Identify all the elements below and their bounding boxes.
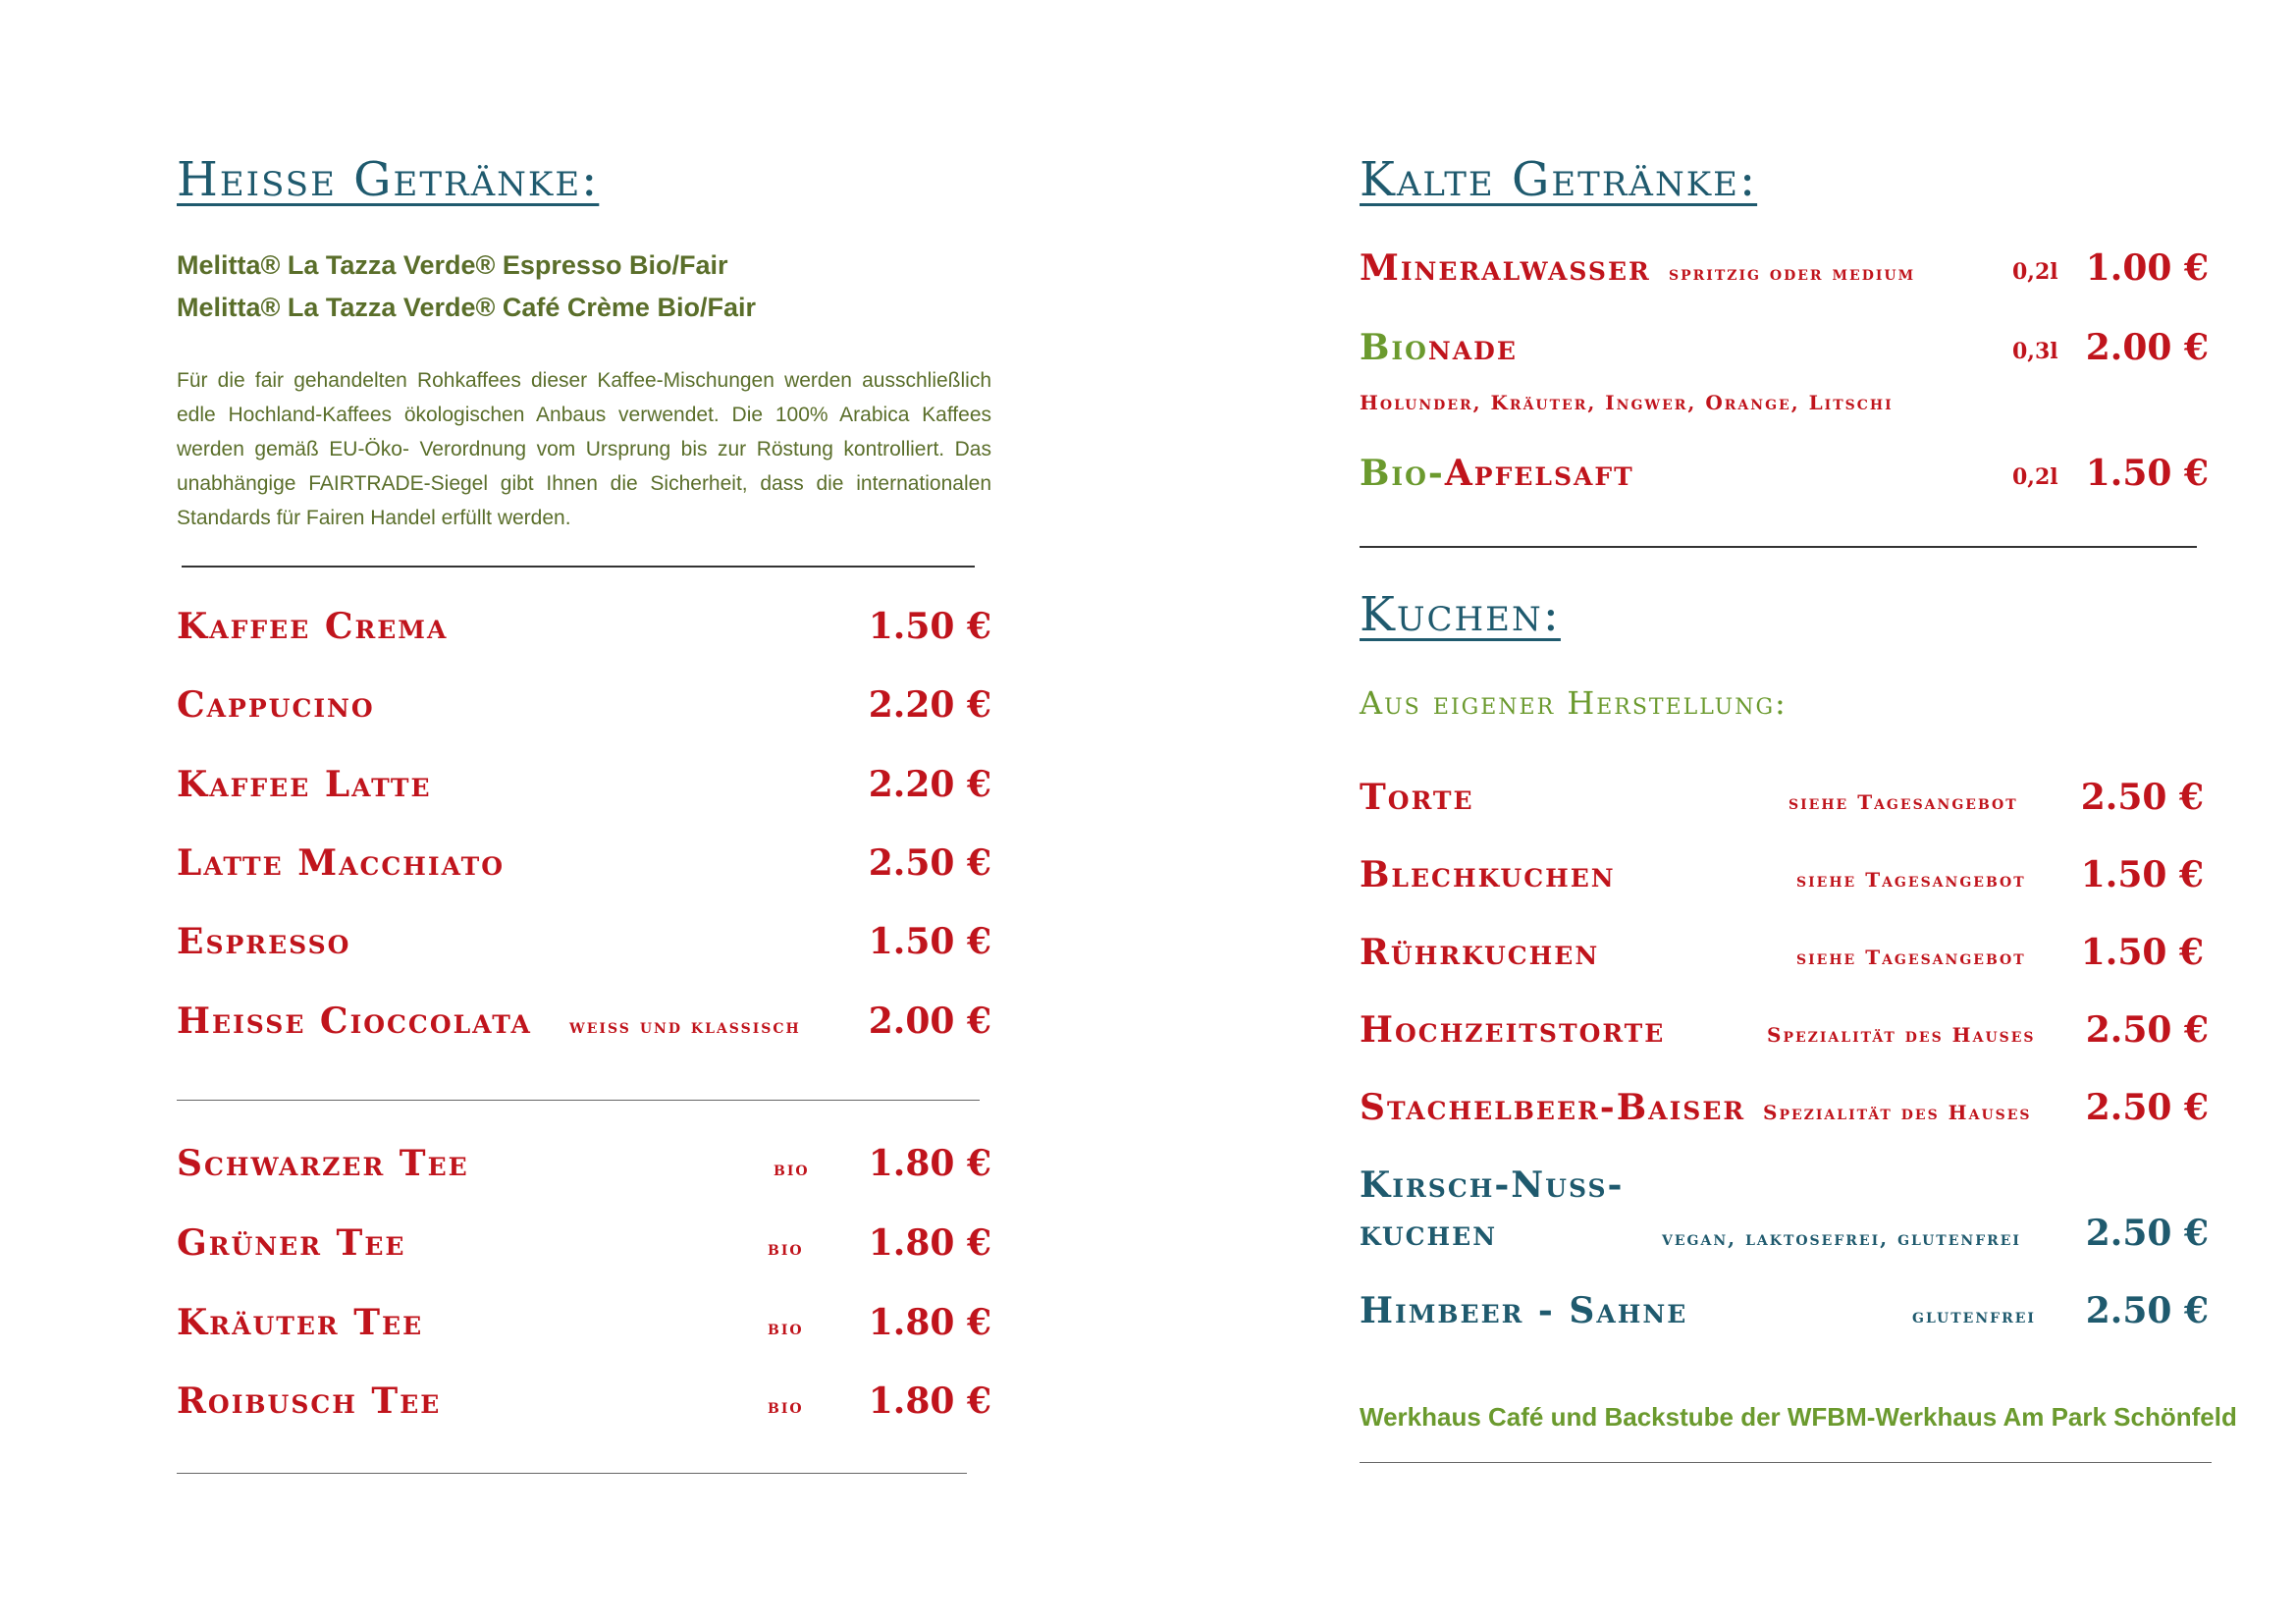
menu-item-name: Schwarzer Tee — [177, 1143, 469, 1184]
menu-item-price: 1.80 € — [868, 1302, 991, 1343]
menu-item-flavors: Holunder, Kräuter, Ingwer, Orange, Litschi — [1360, 391, 1894, 414]
coffee-brand-creme: Melitta® La Tazza Verde® Café Crème Bio/Fair — [177, 293, 756, 322]
menu-item-note: weiss und klassisch — [569, 1014, 801, 1038]
menu-item-name-line1: Kirsch-Nuss- — [1360, 1164, 1625, 1206]
menu-item-price: 2.50 € — [2080, 777, 2204, 818]
coffee-description: Für die fair gehandelten Rohkaffees dieser Kaffee-Mischungen werden ausschließlich edle Hochland-Kaffees ökologischen Anbaus verwendet. Die 100% Arabica Kaffees werden gemäß EU-Öko- Verordnung vom Ursprung bis zur Röstung kontrolliert. Das unabhängige FAIRTRADE-Siegel gibt Ihnen die Sicherheit, dass die internationalen Standards für Fairen Handel erfüllt werden. — [177, 369, 991, 529]
name-rest: Apfelsaft — [1444, 453, 1634, 494]
menu-item-name: Torte — [1360, 777, 1474, 818]
menu-item-name: Rührkuchen — [1360, 932, 1600, 973]
divider — [177, 1473, 967, 1474]
menu-item-name — [1360, 453, 1634, 494]
menu-item-price: 1.80 € — [868, 1380, 991, 1422]
menu-item-note: Spezialität des Hauses — [1763, 1101, 2032, 1124]
footer-credit — [1360, 1402, 2237, 1433]
menu-item-name: Cappucino — [177, 684, 375, 726]
menu-item-price: 2.00 € — [868, 1001, 991, 1042]
coffee-brand-espresso: Melitta® La Tazza Verde® Espresso Bio/Fair — [177, 250, 728, 280]
menu-item-note: spritzig oder medium — [1669, 261, 1916, 285]
menu-item-price: 2.20 € — [868, 684, 991, 726]
menu-item-price: 1.80 € — [868, 1222, 991, 1264]
menu-item-price: 2.50 € — [2085, 1009, 2209, 1051]
heading-cakes: Kuchen: — [1360, 587, 1561, 642]
menu-item-price: 2.50 € — [2085, 1087, 2209, 1128]
menu-item-name: Blechkuchen — [1360, 854, 1616, 895]
menu-item-volume: 0,3l — [2012, 339, 2058, 364]
menu-item-price: 1.50 € — [2080, 932, 2204, 973]
menu-item-name: Mineralwasser — [1360, 247, 1651, 289]
menu-item-name: Kaffee Crema — [177, 606, 449, 647]
menu-item-price: 1.80 € — [868, 1143, 991, 1184]
divider — [177, 1100, 980, 1101]
name-rest: nade — [1427, 327, 1518, 368]
footer-rest: der WFBM-Werkhaus Am Park Schönfeld — [1740, 1402, 2237, 1432]
menu-item-name: Roibusch Tee — [177, 1380, 442, 1422]
menu-item-volume: 0,2l — [2012, 464, 2058, 490]
menu-item-price: 2.00 € — [2085, 327, 2209, 368]
footer-bold: Werkhaus Café und Backstube — [1360, 1402, 1734, 1432]
menu-item-note: vegan, laktosefrei, glutenfrei — [1662, 1226, 2021, 1250]
divider — [1360, 546, 2197, 548]
menu-item-price: 1.50 € — [2085, 453, 2209, 494]
menu-item-price: 2.50 € — [2085, 1213, 2209, 1254]
menu-item-note: bio — [768, 1394, 804, 1418]
menu-item-note: Spezialität des Hauses — [1767, 1023, 2036, 1047]
menu-item-price: 2.50 € — [868, 842, 991, 884]
divider — [1360, 1462, 2212, 1463]
menu-item-volume: 0,2l — [2012, 259, 2058, 285]
name-prefix: Bio — [1360, 327, 1428, 368]
menu-item-name: Himbeer - Sahne — [1360, 1290, 1688, 1331]
menu-item-price: 1.50 € — [868, 921, 991, 962]
menu-item-name: Grüner Tee — [177, 1222, 406, 1264]
menu-item-name: Latte Macchiato — [177, 842, 506, 884]
divider — [182, 566, 975, 568]
menu-item-note: siehe Tagesangebot — [1796, 868, 2026, 892]
menu-item-price: 1.00 € — [2085, 247, 2209, 289]
menu-item-name-line2: kuchen — [1360, 1213, 1498, 1254]
menu-item-name: Espresso — [177, 921, 351, 962]
heading-hot-drinks: Heisse Getränke: — [177, 152, 600, 207]
menu-item-name — [1360, 327, 1518, 368]
name-prefix: Bio- — [1360, 453, 1445, 494]
menu-item-note: bio — [768, 1236, 804, 1260]
menu-item-note: siehe Tagesangebot — [1789, 790, 2018, 814]
menu-item-name: Kaffee Latte — [177, 764, 432, 805]
menu-item-name: Kräuter Tee — [177, 1302, 424, 1343]
menu-item-name: Stachelbeer-Baiser — [1360, 1087, 1746, 1128]
cakes-subheading: Aus eigener Herstellung: — [1360, 684, 1788, 722]
menu-item-note: siehe Tagesangebot — [1796, 946, 2026, 969]
heading-cold-drinks: Kalte Getränke: — [1360, 152, 1758, 207]
menu-item-note: glutenfrei — [1912, 1304, 2036, 1327]
menu-item-note: bio — [768, 1316, 804, 1339]
menu-item-note: bio — [774, 1157, 810, 1180]
menu-item-price: 1.50 € — [2080, 854, 2204, 895]
menu-item-price: 2.50 € — [2085, 1290, 2209, 1331]
menu-item-price: 1.50 € — [868, 606, 991, 647]
menu-item-name: Hochzeitstorte — [1360, 1009, 1666, 1051]
menu-item-price: 2.20 € — [868, 764, 991, 805]
menu-item-name: Heisse Cioccolata — [177, 1001, 532, 1042]
